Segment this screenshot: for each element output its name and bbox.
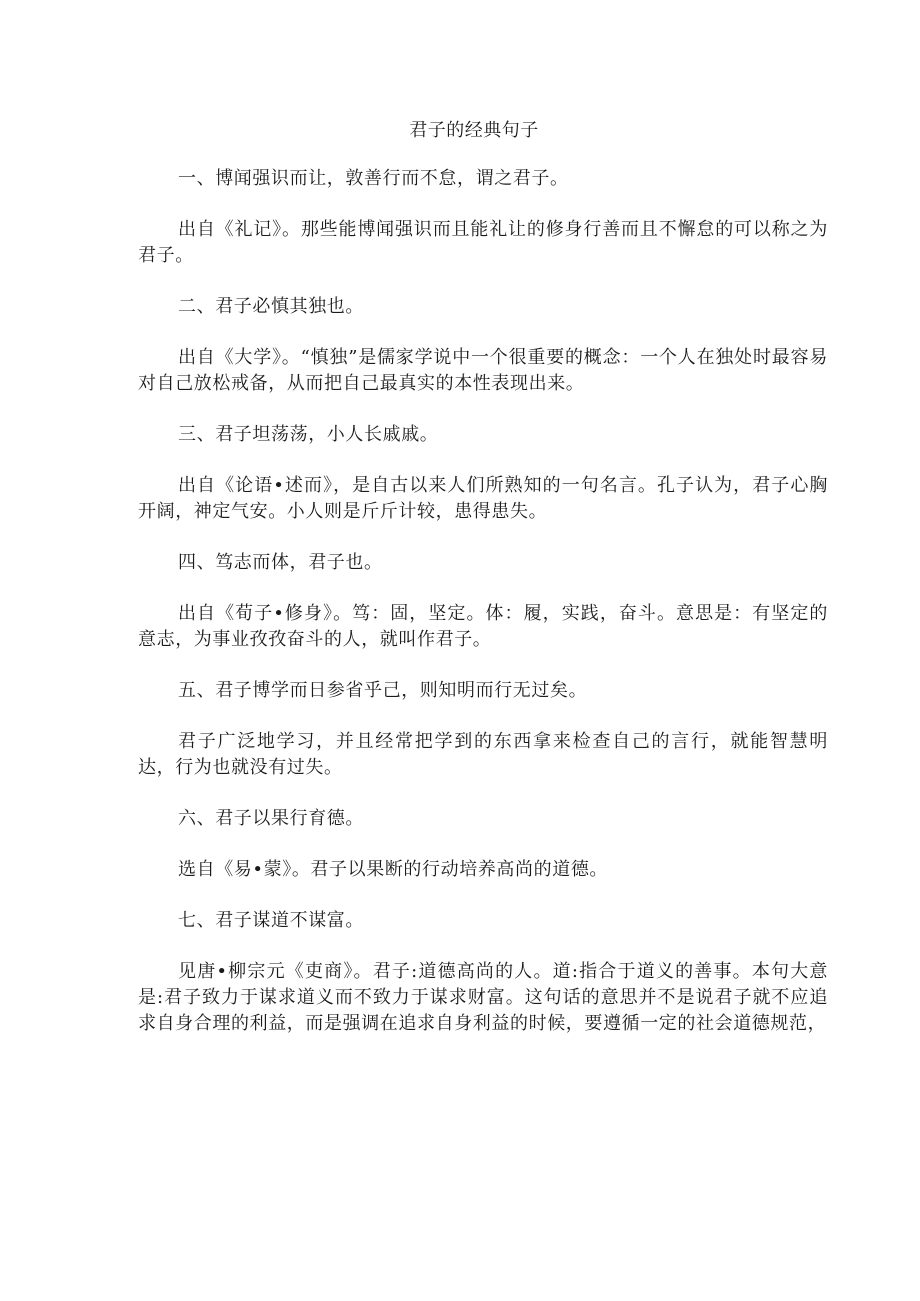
paragraph-explanation-7: 见唐•柳宗元《吏商》。君子:道德高尚的人。道:指合于道义的善事。本句大意是:君子致力于谋求道义而不致力于谋求财富。这句话的意思并不是说君子就不应追求自身合理的利益，而是强调在追求自身利益的时候，要遵循一定的社会道德规范，: [138, 961, 828, 1034]
paragraph-heading-7: 七、君子谋道不谋富。: [178, 910, 364, 931]
paragraph-explanation-1: 出自《礼记》。那些能博闻强识而且能礼让的修身行善而且不懈怠的可以称之为君子。: [138, 219, 828, 266]
paragraph-explanation-6: 选自《易•蒙》。君子以果断的行动培养高尚的道德。: [178, 859, 609, 880]
paragraph-explanation-4: 出自《荀子•修身》。笃：固，坚定。体：履，实践，奋斗。意思是：有坚定的意志，为事业孜孜奋斗的人，就叫作君子。: [138, 603, 828, 650]
paragraph-heading-1: 一、博闻强识而让，敦善行而不怠，谓之君子。: [178, 168, 569, 189]
paragraph-explanation-3: 出自《论语•述而》，是自古以来人们所熟知的一句名言。孔子认为，君子心胸开阔，神定气安。小人则是斤斤计较，患得患失。: [138, 475, 828, 522]
paragraph-explanation-2: 出自《大学》。“慎独”是儒家学说中一个很重要的概念：一个人在独处时最容易对自己放松戒备，从而把自己最真实的本性表现出来。: [138, 347, 828, 394]
paragraph-heading-4: 四、笃志而体，君子也。: [178, 552, 383, 573]
document-title: 君子的经典句子: [409, 120, 539, 141]
document-body: [138, 166, 828, 1062]
paragraph-heading-6: 六、君子以果行育德。: [178, 808, 364, 829]
paragraph-heading-3: 三、君子坦荡荡，小人长戚戚。: [178, 424, 439, 445]
paragraph-heading-2: 二、君子必慎其独也。: [178, 296, 364, 317]
paragraph-explanation-5: 君子广泛地学习，并且经常把学到的东西拿来检查自己的言行，就能智慧明达，行为也就没有过失。: [138, 731, 828, 778]
paragraph-heading-5: 五、君子博学而日参省乎己，则知明而行无过矣。: [178, 680, 588, 701]
